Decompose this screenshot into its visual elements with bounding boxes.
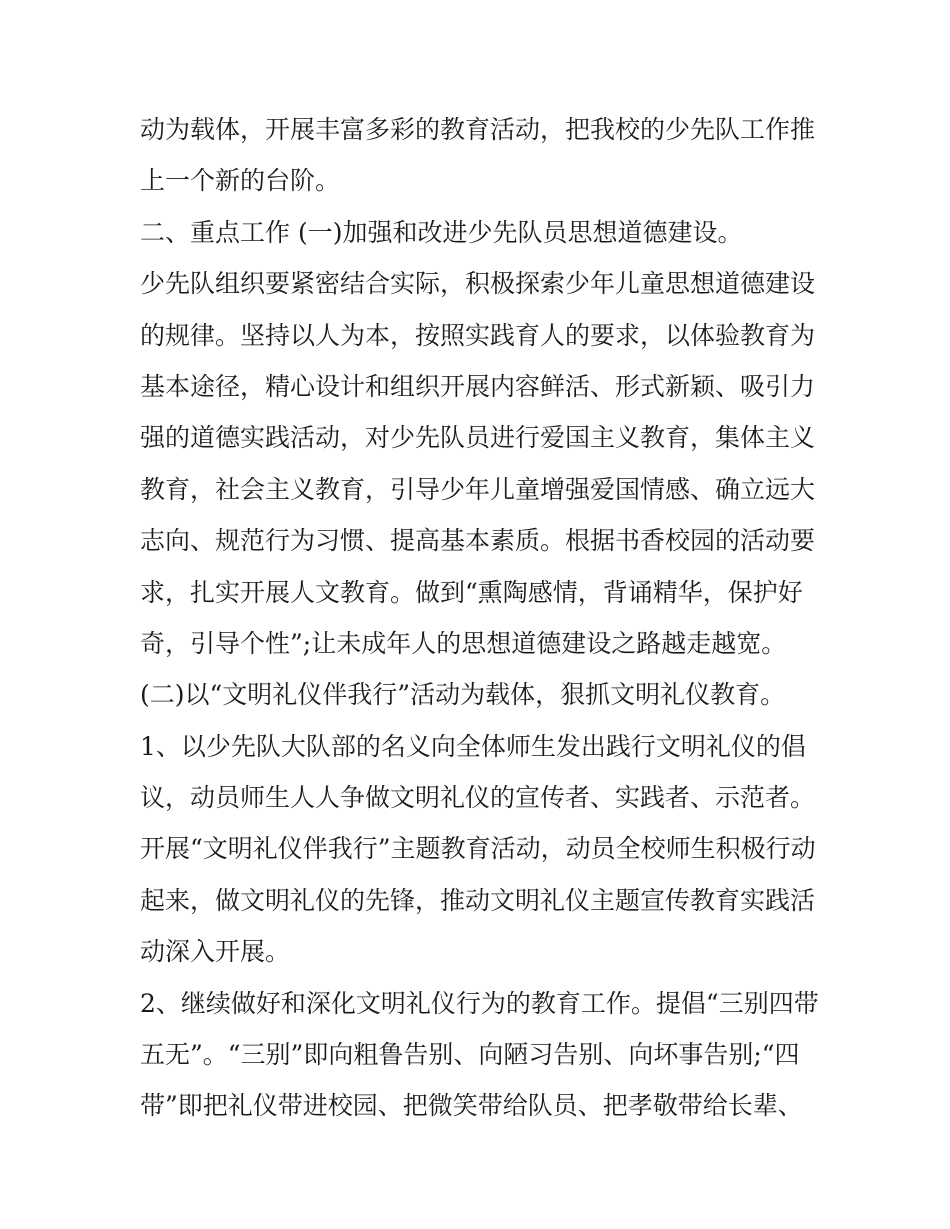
text-line: 奇，引导个性”;让未成年人的思想道德建设之路越走越宽。 — [140, 628, 787, 658]
subsection-heading: (二)以“文明礼仪伴我行”活动为载体，狠抓文明礼仪教育。 — [140, 680, 786, 710]
text-line: 基本途径，精心设计和组织开展内容鲜活、形式新颖、吸引力 — [140, 371, 816, 401]
text-line: 的规律。坚持以人为本，按照实践育人的要求，以体验教育为 — [140, 320, 816, 350]
text-line: 五无”。“三别”即向粗鲁告别、向陋习告别、向坏事告别;“四 — [140, 1040, 800, 1070]
text-line: 2、继续做好和深化文明礼仪行为的教育工作。提倡“三别四带 — [140, 988, 819, 1018]
text-line: 少先队组织要紧密结合实际，积极探索少年儿童思想道德建设 — [140, 269, 816, 299]
text-line: 1、以少先队大队部的名义向全体师生发出践行文明礼仪的倡 — [140, 731, 806, 761]
text-line: 动深入开展。 — [140, 937, 291, 967]
section-heading: 二、重点工作 (一)加强和改进少先队员思想道德建设。 — [140, 217, 743, 247]
text-line: 求，扎实开展人文教育。做到“熏陶感情，背诵精华，保护好 — [140, 577, 803, 607]
text-line: 议，动员师生人人争做文明礼仪的宣传者、实践者、示范者。 — [140, 783, 816, 813]
text-line: 上一个新的台阶。 — [140, 166, 341, 196]
text-line: 开展“文明礼仪伴我行”主题教育活动，动员全校师生积极行动 — [140, 834, 816, 864]
text-line: 动为载体，开展丰富多彩的教育活动，把我校的少先队工作推 — [140, 115, 816, 144]
text-line: 志向、规范行为习惯、提高基本素质。根据书香校园的活动要 — [140, 526, 816, 556]
text-line: 教育，社会主义教育，引导少年儿童增强爱国情感、确立远大 — [140, 474, 816, 504]
body-text — [140, 104, 830, 1132]
text-line: 强的道德实践活动，对少先队员进行爱国主义教育，集体主义 — [140, 423, 816, 453]
text-line: 带”即把礼仪带进校园、把微笑带给队员、把孝敬带给长辈、 — [140, 1091, 803, 1121]
text-line: 起来，做文明礼仪的先锋，推动文明礼仪主题宣传教育实践活 — [140, 885, 816, 915]
